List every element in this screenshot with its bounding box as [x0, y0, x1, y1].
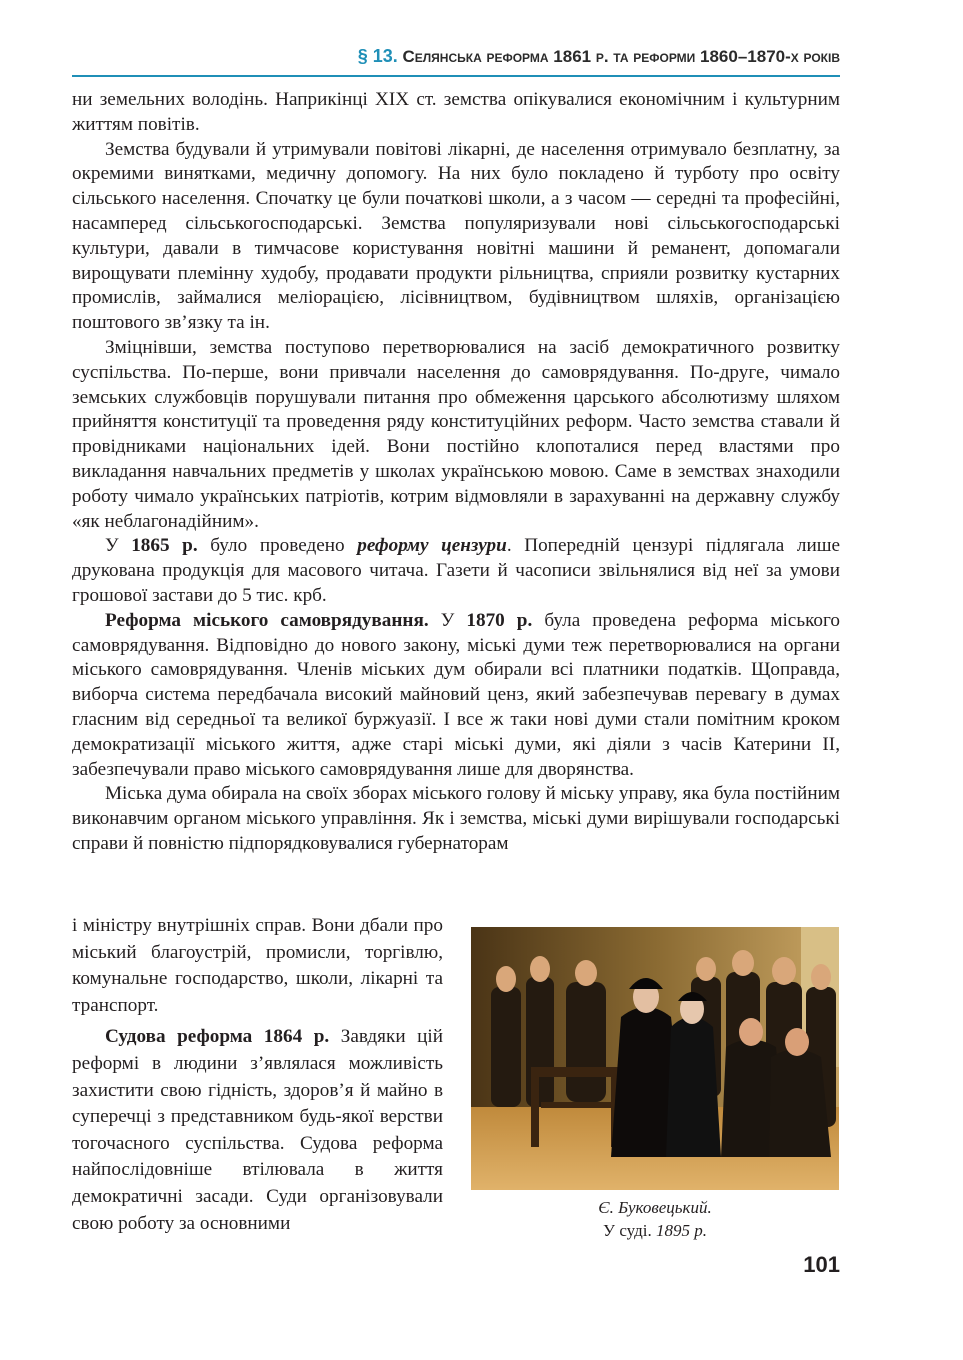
caption-author: Є. Буковецький. — [598, 1198, 712, 1217]
caption-year: 1895 р. — [655, 1221, 707, 1240]
paragraph: Реформа міського самоврядування. У 1870 р. була проведена реформа міського самоврядування. Відповідно до нового закону, міські думи теж перетворювалися на органи міського самоврядування. Членів міських дум обирали всі платники податків. Щоправда, виборча система передбачала високий майновий ценз, який забезпечував перевагу в думах гласним від середньої та великої буржуазії. І все ж таки нові думи стали помітним кроком демократизації міського життя, адже старі міські думи, які діяли з часів Катерини ІІ, забезпечували право міського самоврядування лише для дворянства. — [72, 609, 840, 780]
main-text — [72, 88, 840, 857]
paragraph: ни земельних володінь. Наприкінці XIX ст. земства опікувалися економічним і культурним життям повітів. — [72, 89, 840, 135]
year-highlight: 1865 р. — [131, 535, 198, 557]
left-column-text — [72, 913, 443, 1237]
figure-caption — [471, 1196, 839, 1242]
painting-illustration — [471, 927, 839, 1190]
year-highlight: 1870 р. — [466, 609, 533, 631]
paragraph: і міністру внутрішніх справ. Вони дбали про міський благоустрій, промисли, торгівлю, комунальне господарство, школи, лікарні та транспорт. — [72, 915, 443, 1016]
term-highlight: реформу цензури — [357, 535, 507, 557]
paragraph: У 1865 р. було проведено реформу цензури. Попередній цензурі підлягала лише друкована продукція для масового читача. Газети й часописи звільнялися від неї за умови грошової застави до 5 тис. крб. — [72, 535, 841, 606]
running-header — [72, 46, 840, 67]
subheading: Судова реформа 1864 р. — [105, 1026, 330, 1048]
paragraph: Земства будували й утримували повітові лікарні, де населення отримувало безплатну, за окремими винятками, медичну допомогу. На них було покладено й турботу про освіту сільського населення. Спочатку це були початкові школи, а з часом — середні та професійні, насамперед сільськогосподарські. Земства популяризували нові сільськогосподарські культури, давали в тимчасове користування новітні машини й реманент, допомагали вирощувати племінну худобу, продавати продукти рільництва, сприяли розвитку кустарних промислів, займалися меліорацією, лісівництвом, будівництвом шляхів, організацією поштового зв’язку та ін. — [72, 138, 840, 334]
section-number: § 13. — [357, 46, 398, 66]
page-number: 101 — [803, 1252, 840, 1277]
subheading: Реформа міського самоврядування. — [105, 609, 429, 631]
chapter-title: Селянська реформа 1861 р. та реформи 1860–1870-х років — [402, 47, 840, 66]
paragraph: Зміцнівши, земства поступово перетворювалися на засіб демократичного розвитку суспільства. По-перше, вони привчали населення до самоврядування. По-друге, чимало земських службовців порушували питання про обмеження царського абсолютизму шляхом прийняття конституції та проведення ряду конституційних реформ. Часто земства ставали й провідниками національних ідей. Вони постійно клопоталися перед властями про викладання навчальних предметів у школах українською мовою. Саме в земствах знаходили роботу чимало українських патріотів, котрим відмовляли в зарахуванні на державну службу «як неблагонадійним». — [72, 336, 840, 532]
paragraph: Судова реформа 1864 р. Завдяки цій реформі в людини з’являлася можливість захистити свою гідність, здоров’я й майно в суперечці з представником будь-якої верстви тогочасного суспільства. Судова реформа найпослідовніше втілювала в життя демократичні засади. Суди організовували свою роботу за основними — [72, 1026, 443, 1234]
header-rule — [72, 75, 840, 77]
caption-title: У суді. — [603, 1221, 652, 1240]
caption-title-line — [471, 1219, 839, 1242]
paragraph: Міська дума обирала на своїх зборах міського голову й міську управу, яка була постійним виконавчим органом міського управління. Як і земства, міські думи вирішували господарські справи й повністю підпорядковувалися губернаторам — [72, 783, 840, 854]
